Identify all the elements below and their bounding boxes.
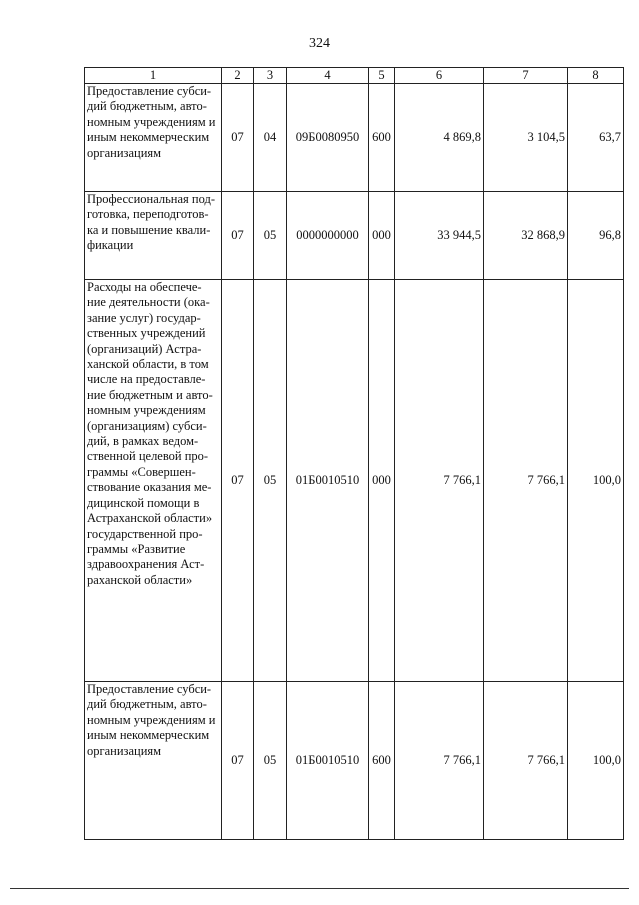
table-row [85,84,624,192]
planned-amount: 33 944,5 [395,192,484,280]
table-row [85,280,624,682]
col-header-4: 4 [287,68,369,84]
execution-percent: 96,8 [568,192,624,280]
col-header-8: 8 [568,68,624,84]
subsection-code: 05 [254,192,287,280]
budget-table [84,67,624,840]
col-header-3: 3 [254,68,287,84]
execution-percent: 100,0 [568,280,624,682]
subsection-code: 05 [254,280,287,682]
planned-amount: 7 766,1 [395,682,484,840]
execution-percent: 63,7 [568,84,624,192]
table-row [85,192,624,280]
target-code: 01Б0010510 [287,280,369,682]
col-header-6: 6 [395,68,484,84]
subsection-code: 04 [254,84,287,192]
page-number: 324 [309,36,330,51]
expense-type-code: 600 [369,84,395,192]
header-row [85,68,624,84]
executed-amount: 3 104,5 [484,84,568,192]
expense-type-code: 600 [369,682,395,840]
executed-amount: 7 766,1 [484,280,568,682]
bottom-divider [10,888,629,889]
execution-percent: 100,0 [568,682,624,840]
row-name: Предоставление субси- дий бюджетным, авто- номным учреждениям и иным некоммерческим организациям [85,84,222,192]
col-header-7: 7 [484,68,568,84]
section-code: 07 [222,682,254,840]
expense-type-code: 000 [369,192,395,280]
planned-amount: 4 869,8 [395,84,484,192]
row-name: Расходы на обеспече- ние деятельности (ока- зание услуг) государ- ственных учреждений (организаций) Астра- ханской области, в том числе на предоставле- ние бюджетным и авто- номным учреждениям (организациям) субси- дий, в рамках ведом- ственной целевой про- граммы «Совершен- ствование оказания ме- дицинской помощи в Астраханской области» государственной про- граммы «Развитие здравоохранения Аст- раханской области» [85,280,222,682]
col-header-5: 5 [369,68,395,84]
subsection-code: 05 [254,682,287,840]
target-code: 09Б0080950 [287,84,369,192]
target-code: 0000000000 [287,192,369,280]
col-header-1: 1 [85,68,222,84]
row-name: Профессиональная под- готовка, переподготов- ка и повышение квали- фикации [85,192,222,280]
section-code: 07 [222,192,254,280]
planned-amount: 7 766,1 [395,280,484,682]
table-row [85,682,624,840]
expense-type-code: 000 [369,280,395,682]
section-code: 07 [222,84,254,192]
executed-amount: 7 766,1 [484,682,568,840]
target-code: 01Б0010510 [287,682,369,840]
row-name: Предоставление субси- дий бюджетным, авто- номным учреждениям и иным некоммерческим организациям [85,682,222,840]
executed-amount: 32 868,9 [484,192,568,280]
col-header-2: 2 [222,68,254,84]
section-code: 07 [222,280,254,682]
